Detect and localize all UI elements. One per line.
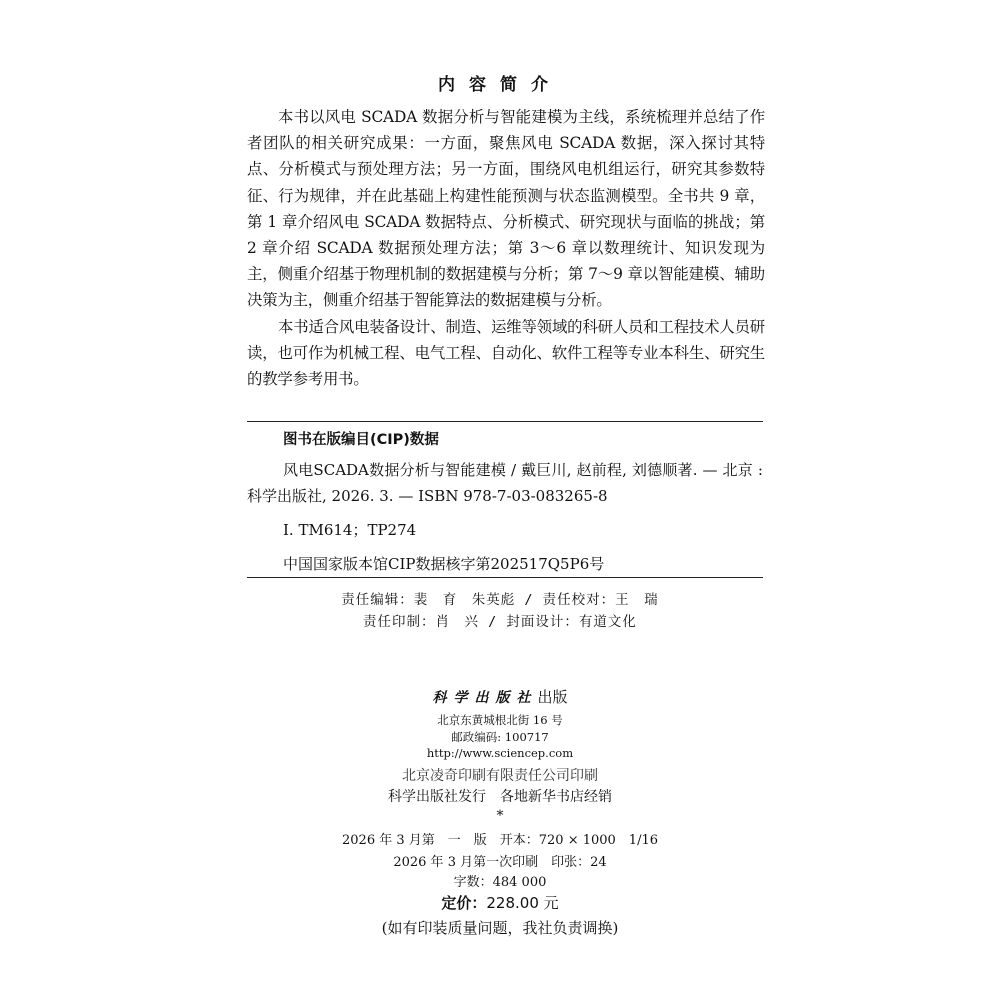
cip-top-rule	[247, 421, 763, 422]
publisher-line	[0, 686, 1000, 707]
publisher-website: http://www.sciencep.com	[426, 746, 574, 760]
price-line	[0, 892, 1000, 913]
cip-classification: Ⅰ. TM614；TP274	[283, 521, 417, 539]
credits-line-1: 责任编辑：裴 育 朱英彪 / 责任校对：王 瑞	[341, 592, 659, 608]
cip-bottom-rule	[247, 577, 763, 578]
publisher-address: 北京东黄城根北街 16 号	[437, 713, 563, 727]
cip-record-number: 中国国家版本馆CIP数据核字第202517Q5P6号	[283, 555, 605, 573]
printer-line: 北京凌奇印刷有限责任公司印刷	[402, 768, 598, 784]
summary-title: 内容简介	[438, 75, 562, 95]
quality-notice: (如有印装质量问题，我社负责调换)	[381, 919, 619, 937]
summary-paragraph-2: 本书适合风电装备设计、制造、运维等领域的科研人员和工程技术人员研读，也可作为机械工程、电气工程、自动化、软件工程等专业本科生、研究生的教学参考用书。	[247, 317, 765, 389]
distribution-line: 科学出版社发行 各地新华书店经销	[388, 789, 612, 805]
price-label: 定价：	[441, 894, 487, 912]
publisher-name: 科学出版社	[432, 690, 538, 706]
credits-line-2: 责任印制：肖 兴 / 封面设计：有道文化	[363, 614, 637, 630]
cip-entry: 风电SCADA数据分析与智能建模 / 戴巨川, 赵前程, 刘德顺著. — 北京 : 科学出版社, 2026. 3. — ISBN 978-7-03-083265-8	[247, 461, 763, 505]
separator-star: *	[496, 808, 504, 824]
summary-paragraph-1: 本书以风电 SCADA 数据分析与智能建模为主线，系统梳理并总结了作者团队的相关研究成果：一方面，聚焦风电 SCADA 数据，深入探讨其特点、分析模式与预处理方法；另一方面，围绕风电机组运行，研究其参数特征、行为规律，并在此基础上构建性能预测与状态监测模型。全书共 9 章，第 1 章介绍风电 SCADA 数据特点、分析模式、研究现状与面临的挑战；第 2 章介绍 SCADA 数据预处理方法；第 3～6 章以数理统计、知识发现为主，侧重介绍基于物理机制的数据建模与分析；第 7～9 章以智能建模、辅助决策为主，侧重介绍基于智能算法的数据建模与分析。	[247, 108, 765, 310]
edition-line: 2026 年 3 月第 一 版 开本：720 × 1000 1/16	[342, 833, 658, 848]
price-value: 228.00 元	[486, 894, 559, 912]
word-count-line: 字数：484 000	[453, 875, 547, 890]
publisher-postcode: 邮政编码: 100717	[451, 730, 549, 744]
summary-body	[247, 104, 765, 392]
cip-heading: 图书在版编目(CIP)数据	[283, 432, 439, 448]
printing-line: 2026 年 3 月第一次印刷 印张：24	[393, 855, 607, 870]
publisher-suffix: 出版	[537, 688, 568, 706]
